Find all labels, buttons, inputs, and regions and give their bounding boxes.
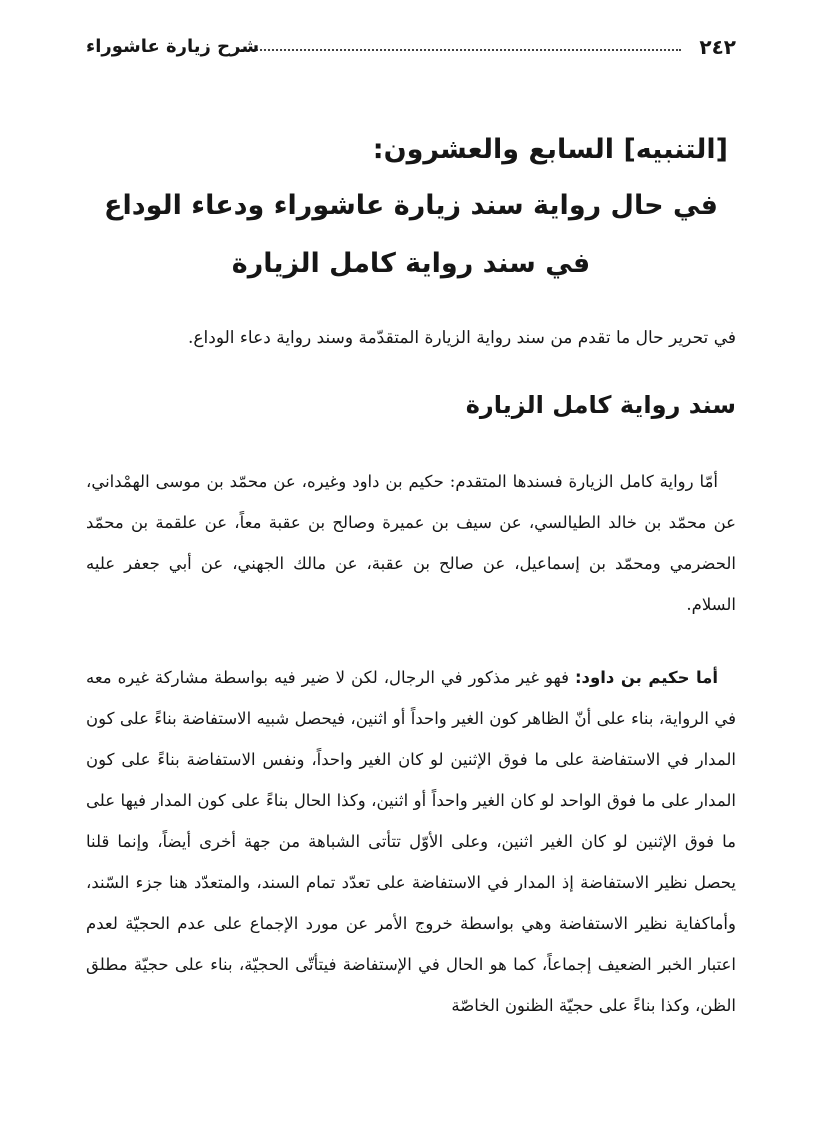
running-title: شرح زيارة عاشوراء [86, 36, 260, 57]
chapter-heading-line1: [التنبيه] السابع والعشرون: [372, 134, 728, 165]
paragraph-lead: أما حكيم بن داود: [574, 667, 719, 687]
chapter-heading-line2: في حال رواية سند زيارة عاشوراء ودعاء الوداع [104, 190, 718, 221]
section-heading: سند رواية كامل الزيارة [465, 391, 736, 419]
body-paragraph-2 [86, 657, 736, 1026]
chapter-heading-line3: في سند رواية كامل الزيارة [231, 248, 591, 279]
page-number: ٢٤٢ [699, 35, 736, 59]
intro-paragraph: في تحرير حال ما تقدم من سند رواية الزيارة المتقدّمة وسند رواية دعاء الوداع. [187, 328, 736, 348]
paragraph-text: فهو غير مذكور في الرجال، لكن لا ضير فيه بواسطة مشاركة غيره معه في الرواية، بناء على أنّ الظاهر كون الغير واحداً أو اثنين، فيحصل شبيه الاستفاضة بناءً على كون المدار في الاستفاضة على ما فوق الإثنين لو كان الغير واحداً، ونفس الاستفاضة بناءً على كون المدار على ما فوق الواحد لو كان الغير واحداً أو اثنين، وكذا الحال بناءً على كون المدار فيها على ما فوق الإثنين لو كان الغير اثنين، وعلى الأوّل تتأتى الشباهة من جهة أخرى أيضاً، وإنما قلنا يحصل نظير الاستفاضة إذ المدار في الاستفاضة على تعدّد تمام السند، والمتعدّد هنا جزء السّند، وأماكفاية نظير الاستفاضة وهي بواسطة خروج الأمر عن مورد الإجماع على عدم الحجيّة لعدم اعتبار الخبر الضعيف إجماعاً، كما هو الحال في الإستفاضة فيتأتّى الحجيّة، بناء على حجيّة مطلق الظن، وكذا بناءً على حجيّة الظنون الخاصّة [86, 667, 736, 1015]
header-dotted-leader [241, 49, 681, 51]
document-page [86, 0, 736, 1136]
chapter-heading [86, 122, 736, 293]
body-paragraph-1: أمّا رواية كامل الزيارة فسندها المتقدم: حكيم بن داود وغيره، عن محمّد بن موسى الهمْداني، عن محمّد بن خالد الطيالسي، عن سيف بن عميرة وصالح بن عقبة معاً، عن علقمة بن محمّد الحضرمي ومحمّد بن إسماعيل، عن صالح بن عقبة، عن مالك الجهني، عن أبي جعفر عليه السلام. [86, 471, 736, 614]
running-header [86, 32, 736, 62]
